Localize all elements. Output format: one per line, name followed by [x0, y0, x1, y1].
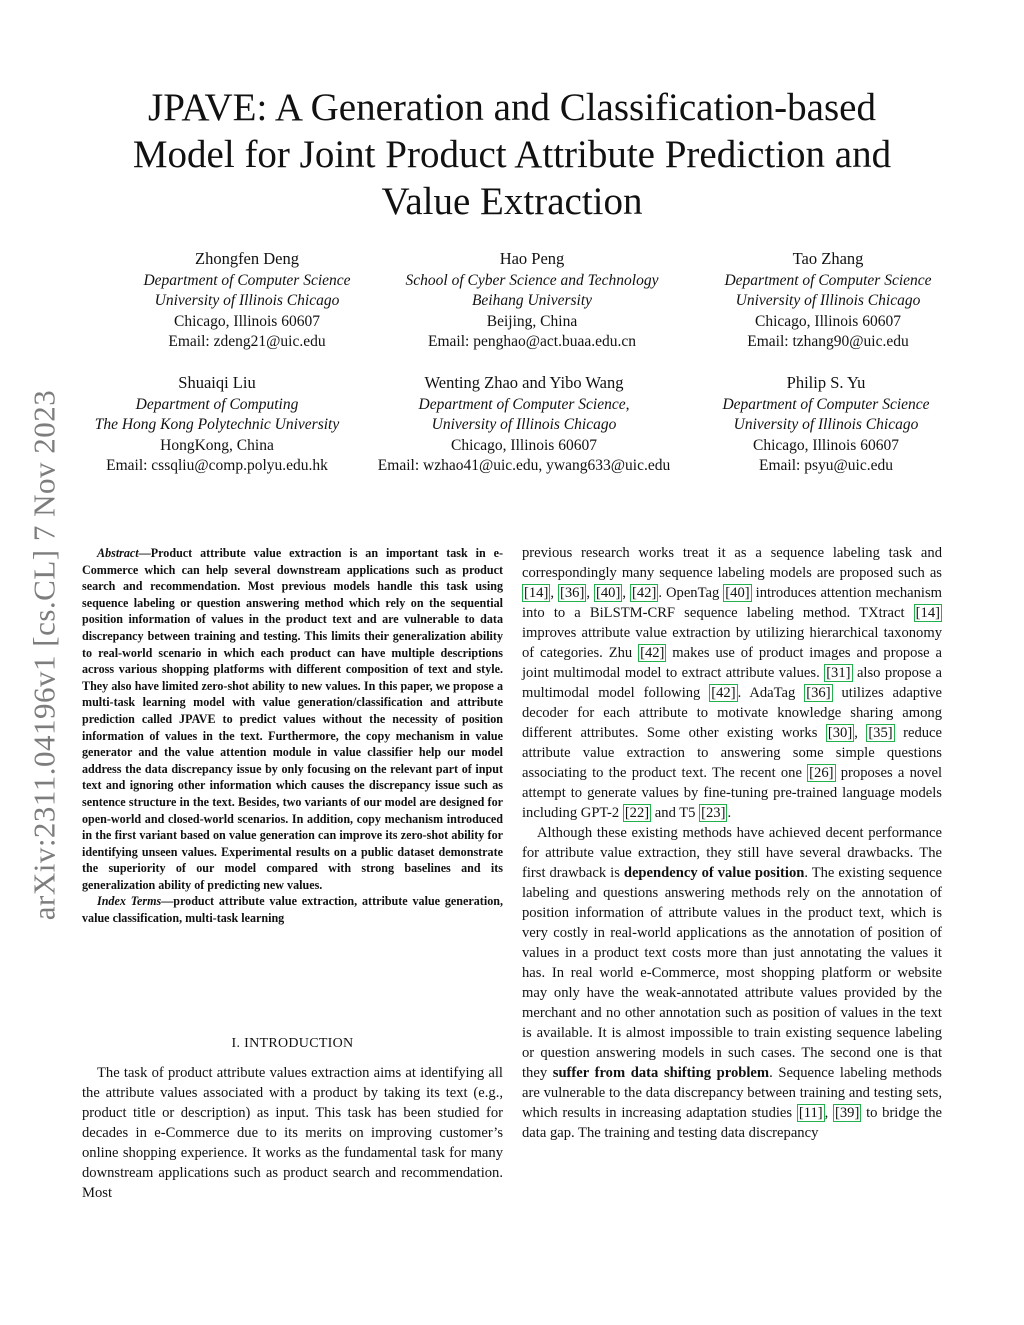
title-line: Model for Joint Product Attribute Prediction and [132, 133, 892, 176]
index-terms [82, 893, 503, 926]
index-terms-label: Index Terms [97, 894, 162, 909]
author-email: Email: penghao@act.buaa.edu.cn [428, 333, 636, 350]
citation-link[interactable]: [40] [725, 585, 750, 601]
section-title: INTRODUCTION [244, 1036, 354, 1051]
citation-link[interactable]: [26] [809, 765, 834, 781]
author-name: Tao Zhang [792, 249, 864, 268]
author-email: Email: wzhao41@uic.edu, ywang633@uic.edu [377, 457, 671, 474]
author-block [372, 249, 692, 353]
citation-link[interactable]: [23] [701, 805, 726, 821]
citation-link[interactable]: [42] [640, 645, 665, 661]
arxiv-stamp-text: arXiv:2311.04196v1 [cs.CL] 7 Nov 2023 [26, 389, 62, 921]
author-name: Hao Peng [499, 249, 565, 268]
citation-link[interactable]: [35] [868, 725, 893, 741]
citation-link[interactable]: [22] [624, 805, 650, 821]
author-dept: Department of Computer Science, [418, 395, 630, 413]
paragraph: previous research works treat it as a sequence labeling task and correspondingly many sequence labeling models are proposed such as [14] , [36] , [40] , [42] . OpenTag [40] introduces attention mechanism into to a BiLSTM-CRF sequence labeling method. TXtract [14] improves attribute value extraction by utilizing hierarchical taxonomy of categories. Zhu [42] makes use of product images and propose a joint multimodal model to extract attribute values. [31] also propose a multimodal model following [42] . AdaTag [36] utilizes adaptive decoder for each attribute to motivate knowledge sharing among different attributes. Some other existing works [30] , [35] reduce attribute value extraction to answering some simple questions associating to the product text. The recent one [26] proposes a novel attempt to generate values by fine-tuning pre-trained language models including GPT-2 [22] and T5 [23] . [522, 545, 943, 821]
author-inst: The Hong Kong Polytechnic University [94, 416, 340, 433]
author-location: Chicago, Illinois 60607 [174, 312, 320, 330]
title-line: Value Extraction [381, 180, 643, 223]
citation-link[interactable]: [42] [711, 685, 736, 701]
author-dept: Department of Computer Science [722, 395, 930, 413]
author-location: Chicago, Illinois 60607 [753, 436, 899, 454]
citation-link[interactable]: [42] [632, 585, 657, 601]
author-inst: University of Illinois Chicago [733, 416, 919, 433]
author-email: Email: tzhang90@uic.edu [747, 333, 909, 350]
author-email: Email: zdeng21@uic.edu [168, 333, 326, 350]
section-heading [82, 1036, 503, 1052]
intro-left-column [82, 1063, 503, 1203]
author-email: Email: psyu@uic.edu [759, 457, 893, 474]
abstract-label: Abstract [97, 546, 139, 560]
citation-link[interactable]: [36] [806, 685, 831, 701]
author-dept: Department of Computer Science [724, 271, 932, 289]
index-terms-body: —product attribute value extraction, attribute value generation, value classification, multi-task learning [82, 894, 503, 926]
citation-link[interactable]: [14] [915, 605, 940, 621]
author-name: Philip S. Yu [786, 373, 866, 392]
author-inst: University of Illinois Chicago [431, 416, 617, 433]
abstract [82, 545, 503, 927]
author-location: Chicago, Illinois 60607 [451, 436, 597, 454]
author-block [698, 249, 958, 353]
author-dept: Department of Computing [135, 395, 299, 413]
author-location: Chicago, Illinois 60607 [755, 312, 901, 330]
citation-link[interactable]: [30] [827, 725, 853, 741]
right-column [522, 543, 942, 1143]
author-dept: Department of Computer Science [143, 271, 351, 289]
author-inst: Beihang University [471, 292, 593, 309]
author-block [352, 373, 696, 477]
citation-link[interactable]: [14] [524, 585, 549, 601]
citation-link[interactable]: [39] [835, 1105, 860, 1121]
citation-link[interactable]: [31] [826, 665, 851, 681]
author-block [686, 373, 966, 477]
paper-title [82, 84, 942, 225]
author-inst: University of Illinois Chicago [735, 292, 921, 309]
author-block [72, 373, 362, 477]
author-inst: University of Illinois Chicago [154, 292, 340, 309]
author-location: HongKong, China [160, 436, 274, 454]
citation-link[interactable]: [36] [560, 585, 585, 601]
author-name: Shuaiqi Liu [178, 373, 256, 392]
citation-link[interactable]: [11] [798, 1105, 823, 1121]
author-name: Wenting Zhao and Yibo Wang [424, 373, 624, 392]
author-name: Zhongfen Deng [194, 249, 299, 268]
paragraph: Although these existing methods have achieved decent performance for attribute value extraction, they still have several drawbacks. The first drawback is dependency of value position. The existing sequence labeling and questions answering methods rely on the annotation of position information of attribute values in the product text, which is very costly in real-world applications as the annotation of position of values in a product text costs more than just annotating the values it has. In real world e-Commerce, most shopping platform or website may only have the weak-annotated attribute values provided by the merchant and no other annotation such as position of values in the text is available. It is almost impossible to train existing sequence labeling or question answering models in such cases. The second one is that they suffer from data shifting problem. Sequence labeling methods are vulnerable to the data discrepancy between training and testing sets, which results in increasing adaptation studies [11] , [39] to bridge the data gap. The training and testing data discrepancy [522, 825, 942, 1141]
paragraph: The task of product attribute values extraction aims at identifying all the attribute values associated with a product by taking its text (e.g., product title or description) as input. This task has been studied for decades in e-Commerce due to its merits on improving customer’s online shopping experience. It works as the fundamental task for many downstream applications such as product search and recommendation. Most [82, 1065, 503, 1201]
section-number: I. [231, 1036, 241, 1051]
author-email: Email: cssqliu@comp.polyu.edu.hk [106, 457, 328, 474]
author-dept: School of Cyber Science and Technology [405, 271, 659, 289]
author-location: Beijing, China [486, 312, 578, 330]
author-block [112, 249, 382, 353]
arxiv-stamp [22, 355, 66, 955]
abstract-text [82, 545, 503, 893]
abstract-body: —Product attribute value extraction is an important task in e-Commerce which can help several downstream applications such as product search and recommendation. Most previous models handle this task using sequence labeling or question answering method which rely on the sequential position information of values in the product text and are vulnerable to data discrepancy between training and testing. This limits their generalization ability to real-world scenario in which each product can have multiple descriptions across various shopping platforms with different composition of text and style. They also have limited zero-shot ability to new values. In this paper, we propose a multi-task learning model with value generation/classification and attribute prediction called JPAVE to predict values without the necessity of position information of values in the text. Furthermore, the copy mechanism in value generator and the value attention module in value classifier help our model address the data discrepancy issue by only focusing on the relevant part of input text and ignoring other information which causes the discrepancy issue such as sentence structure in the text. Besides, two variants of our model are designed for open-world and closed-world scenarios. In addition, copy mechanism introduced in the first variant based on value generation can improve its zero-shot ability for identifying unseen values. Experimental results on a public dataset demonstrate the superiority of our model compared with strong baselines and its generalization ability of predicting new values. [82, 546, 503, 892]
citation-link[interactable]: [40] [596, 585, 621, 601]
title-line: JPAVE: A Generation and Classification-based [148, 86, 876, 129]
